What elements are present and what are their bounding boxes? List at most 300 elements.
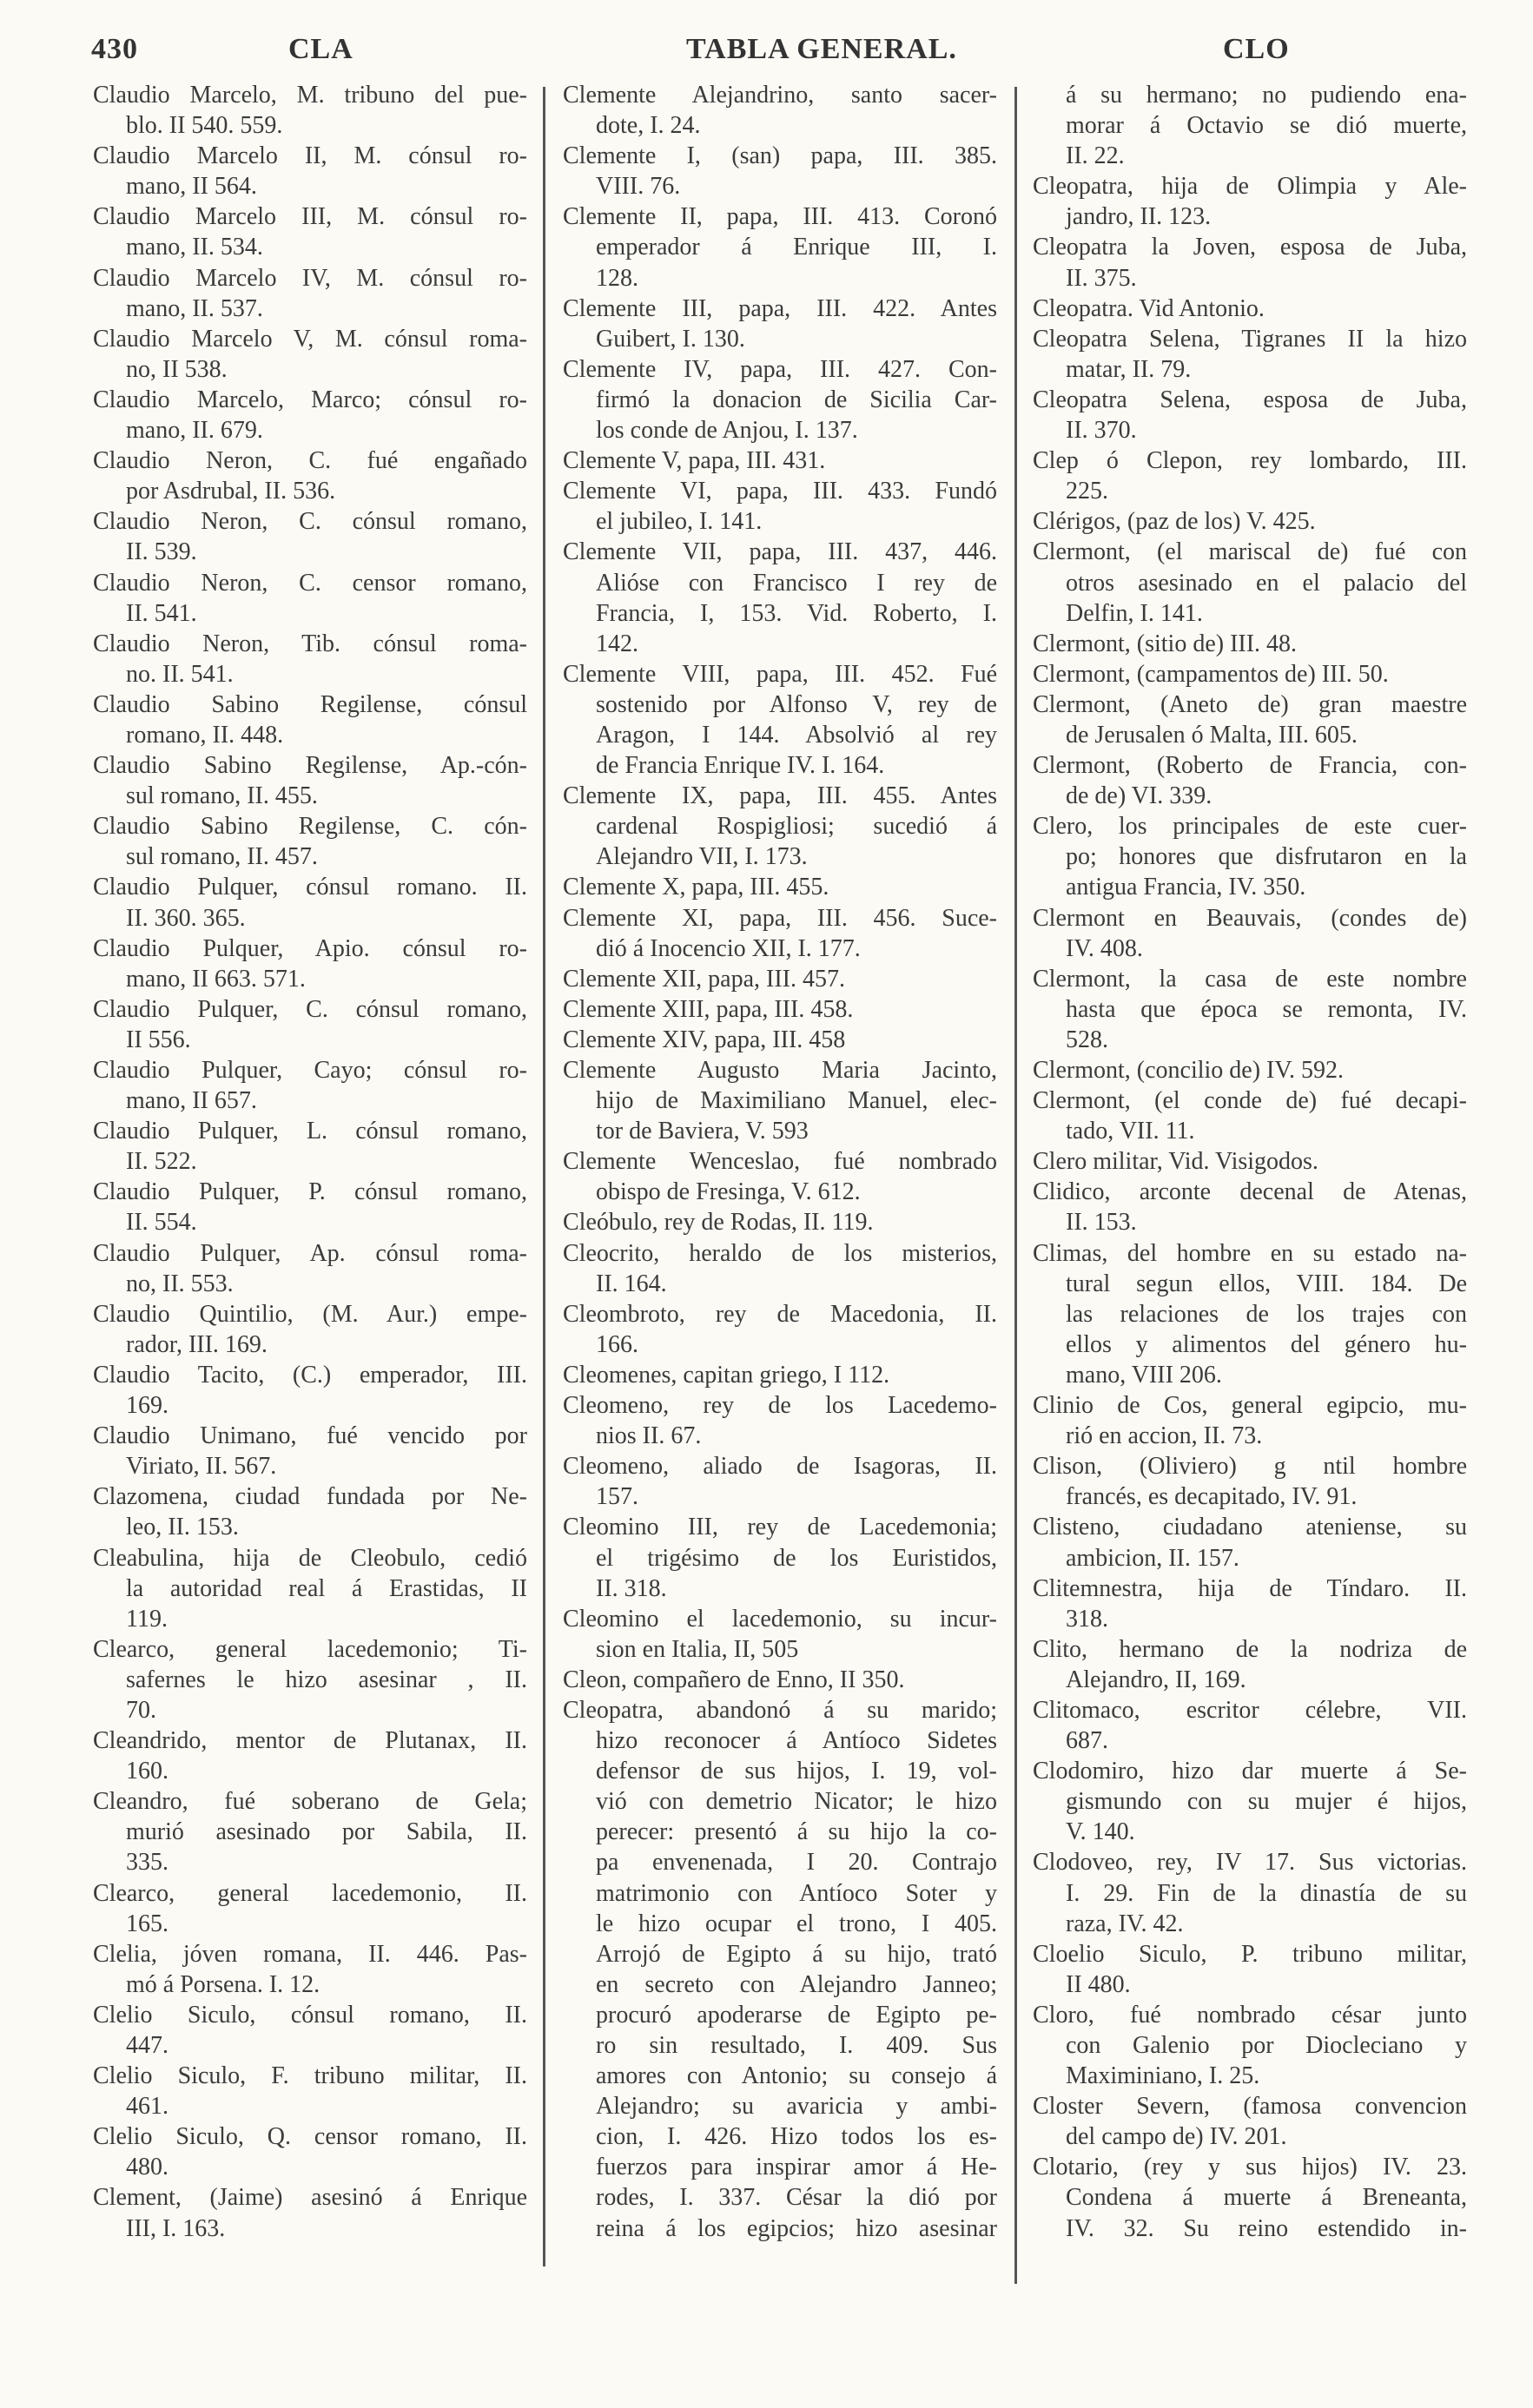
index-entry: [563, 964, 997, 994]
entry-continuation-line: pa envenenada, I 20. Contrajo: [596, 1849, 997, 1877]
entry-continuation-line: hijo de Maximiliano Manuel, elec-: [596, 1087, 997, 1115]
entry-continuation-line: Arrojó de Egipto á su hijo, trató: [596, 1940, 997, 1968]
index-entry: [563, 476, 997, 537]
entry-continuation-line: romano, II. 448.: [126, 721, 284, 749]
index-entry: [93, 385, 527, 445]
entry-continuation-line: V. 140.: [1066, 1818, 1135, 1846]
index-entry: [563, 1512, 997, 1603]
entry-headword-line: Cleopatra Selena, Tigranes II la hizo: [1033, 325, 1467, 353]
entry-continuation-line: 169.: [126, 1392, 168, 1420]
entry-headword-line: Climas, del hombre en su estado na-: [1033, 1239, 1467, 1267]
entry-continuation-line: ro sin resultado, I. 409. Sus: [596, 2032, 997, 2059]
entry-continuation-line: VIII. 76.: [596, 173, 681, 201]
entry-headword-line: Cleombroto, rey de Macedonia, II.: [563, 1300, 997, 1328]
entry-headword-line: Clelio Siculo, Q. censor romano, II.: [93, 2123, 527, 2151]
index-entry: [93, 1543, 527, 1634]
entry-headword-line: Clitemnestra, hija de Tíndaro. II.: [1033, 1574, 1467, 1602]
index-entry: [563, 1025, 997, 1055]
index-entry: [93, 750, 527, 811]
entry-continuation-line: no, II. 553.: [126, 1270, 234, 1297]
index-entry: [93, 1634, 527, 1725]
entry-headword-line: Clero militar, Vid. Visigodos.: [1033, 1148, 1318, 1176]
entry-continuation-line: mó á Porsena. I. 12.: [126, 1970, 320, 1998]
entry-continuation-line: Francia, I, 153. Vid. Roberto, I.: [596, 599, 997, 627]
index-entry: [1033, 1756, 1467, 1847]
index-entry: [563, 903, 997, 964]
entry-continuation-line: 480.: [126, 2154, 168, 2181]
index-entry: [1033, 1634, 1467, 1695]
index-entry: [563, 354, 997, 445]
index-entry: [93, 689, 527, 750]
index-entry: [1033, 811, 1467, 902]
entry-continuation-line: 335.: [126, 1849, 168, 1877]
entry-continuation-line: jandro, II. 123.: [1066, 203, 1212, 231]
entry-continuation-line: por Asdrubal, II. 536.: [126, 478, 336, 505]
index-entry: [1033, 629, 1467, 659]
entry-continuation-line: Viriato, II. 567.: [126, 1453, 277, 1481]
entry-continuation-line: procuró apoderarse de Egipto pe-: [596, 2001, 997, 2029]
index-column-left: [93, 80, 527, 2244]
entry-continuation-line: hizo reconocer á Antíoco Sidetes: [596, 1727, 997, 1755]
entry-headword-line: Clemente XII, papa, III. 457.: [563, 965, 845, 993]
index-entry: [563, 1665, 997, 1695]
entry-headword-line: Closter Severn, (famosa convencion: [1033, 2093, 1467, 2121]
entry-headword-line: Clemente I, (san) papa, III. 385.: [563, 142, 997, 170]
entry-headword-line: Cleandrido, mentor de Plutanax, II.: [93, 1727, 527, 1755]
entry-headword-line: Clermont, (campamentos de) III. 50.: [1033, 660, 1389, 688]
entry-continuation-line: sostenido por Alfonso V, rey de: [596, 690, 997, 718]
index-entry: [1033, 506, 1467, 537]
index-entry: [563, 1207, 997, 1237]
page-title: TABLA GENERAL.: [686, 33, 957, 65]
index-entry: [1033, 2000, 1467, 2091]
entry-headword-line: Cleomeno, aliado de Isagoras, II.: [563, 1453, 997, 1481]
index-entry: [93, 141, 527, 201]
index-entry: [1033, 1238, 1467, 1390]
entry-headword-line: Clisteno, ciudadano ateniense, su: [1033, 1514, 1467, 1541]
index-entry: [1033, 659, 1467, 689]
entry-headword-line: Clelio Siculo, cónsul romano, II.: [93, 2001, 527, 2029]
index-entry: [563, 445, 997, 476]
entry-continuation-line: 142.: [596, 630, 638, 657]
entry-headword-line: Clemente V, papa, III. 431.: [563, 447, 826, 475]
index-entry: [1033, 385, 1467, 445]
index-entry: [1033, 964, 1467, 1055]
entry-headword-line: Cleopatra, abandonó á su marido;: [563, 1696, 997, 1724]
entry-headword-line: Cleon, compañero de Enno, II 350.: [563, 1666, 905, 1693]
entry-continuation-line: reina á los egipcios; hizo asesinar: [596, 2214, 997, 2242]
entry-continuation-line: II. 22.: [1066, 142, 1125, 170]
entry-continuation-line: á su hermano; no pudiendo ena-: [1066, 82, 1467, 109]
index-entry: [1033, 1512, 1467, 1573]
index-entry: [93, 1878, 527, 1939]
entry-continuation-line: 165.: [126, 1910, 168, 1937]
index-entry: [93, 1939, 527, 2000]
index-entry: [1033, 1695, 1467, 1756]
entry-continuation-line: no. II. 541.: [126, 660, 234, 688]
entry-continuation-line: con Galenio por Diocleciano y: [1066, 2032, 1467, 2059]
entry-headword-line: Clodoveo, rey, IV 17. Sus victorias.: [1033, 1849, 1467, 1877]
index-entry: [1033, 1085, 1467, 1146]
entry-continuation-line: raza, IV. 42.: [1066, 1910, 1184, 1937]
entry-headword-line: Claudio Quintilio, (M. Aur.) empe-: [93, 1300, 527, 1328]
entry-continuation-line: dió á Inocencio XII, I. 177.: [596, 934, 861, 962]
index-entry: [93, 263, 527, 324]
entry-continuation-line: rador, III. 169.: [126, 1330, 268, 1358]
entry-headword-line: Claudio Pulquer, Ap. cónsul roma-: [93, 1239, 527, 1267]
entry-headword-line: Clemente II, papa, III. 413. Coronó: [563, 203, 997, 231]
entry-headword-line: Clodomiro, hizo dar muerte á Se-: [1033, 1758, 1467, 1785]
entry-continuation-line: 687.: [1066, 1727, 1108, 1755]
entry-headword-line: Claudio Pulquer, C. cónsul romano,: [93, 995, 527, 1023]
entry-headword-line: Cleomenes, capitan griego, I 112.: [563, 1361, 890, 1389]
entry-continuation-line: III, I. 163.: [126, 2214, 226, 2242]
entry-continuation-line: mano, II. 679.: [126, 417, 263, 445]
entry-headword-line: Clazomena, ciudad fundada por Ne-: [93, 1483, 527, 1511]
entry-headword-line: Cloelio Siculo, P. tribuno militar,: [1033, 1940, 1467, 1968]
entry-headword-line: Claudio Tacito, (C.) emperador, III.: [93, 1361, 527, 1389]
index-entry: [563, 80, 997, 141]
entry-headword-line: Clemente IV, papa, III. 427. Con-: [563, 355, 997, 383]
entry-headword-line: Cleóbulo, rey de Rodas, II. 119.: [563, 1209, 874, 1237]
entry-continuation-line: otros asesinado en el palacio del: [1066, 569, 1467, 597]
index-entry: [93, 2121, 527, 2182]
index-entry: [1033, 80, 1467, 171]
entry-headword-line: Cleomino III, rey de Lacedemonia;: [563, 1514, 997, 1541]
entry-continuation-line: II 556.: [126, 1026, 191, 1053]
entry-continuation-line: I. 29. Fin de la dinastía de su: [1066, 1879, 1467, 1907]
entry-continuation-line: vió con demetrio Nicator; le hizo: [596, 1788, 997, 1816]
entry-continuation-line: sul romano, II. 455.: [126, 782, 318, 810]
index-entry: [563, 1604, 997, 1665]
entry-headword-line: Cleomino el lacedemonio, su incur-: [563, 1605, 997, 1633]
entry-continuation-line: 461.: [126, 2093, 168, 2121]
entry-continuation-line: ellos y alimentos del género hu-: [1066, 1330, 1467, 1358]
index-entry: [563, 1695, 997, 2244]
entry-headword-line: Clermont, (concilio de) IV. 592.: [1033, 1057, 1344, 1084]
entry-continuation-line: hasta que época se remonta, IV.: [1066, 995, 1467, 1023]
entry-continuation-line: el trigésimo de los Euristidos,: [596, 1544, 997, 1572]
index-entry: [93, 1360, 527, 1421]
index-column-right: [1033, 80, 1467, 2244]
entry-continuation-line: 70.: [126, 1696, 156, 1724]
entry-continuation-line: Alejandro; su avaricia y ambi-: [596, 2093, 997, 2121]
entry-continuation-line: obispo de Fresinga, V. 612.: [596, 1178, 861, 1206]
index-entry: [563, 141, 997, 201]
index-entry: [1033, 689, 1467, 750]
entry-headword-line: Cloro, fué nombrado césar junto: [1033, 2001, 1467, 2029]
entry-continuation-line: 157.: [596, 1483, 638, 1511]
entry-headword-line: Clermont, (el mariscal de) fué con: [1033, 538, 1467, 566]
index-entry: [1033, 324, 1467, 385]
entry-headword-line: Clemente Alejandrino, santo sacer-: [563, 82, 997, 109]
entry-headword-line: Clemente Wenceslao, fué nombrado: [563, 1148, 997, 1176]
entry-headword-line: Claudio Marcelo II, M. cónsul ro-: [93, 142, 527, 170]
entry-continuation-line: gismundo con su mujer é hijos,: [1066, 1788, 1467, 1816]
entry-continuation-line: Alióse con Francisco I rey de: [596, 569, 997, 597]
entry-headword-line: Clearco, general lacedemonio, II.: [93, 1879, 527, 1907]
entry-headword-line: Cleabulina, hija de Cleobulo, cedió: [93, 1544, 527, 1572]
index-entry: [1033, 537, 1467, 628]
entry-continuation-line: Delfin, I. 141.: [1066, 599, 1203, 627]
index-entry: [1033, 1146, 1467, 1177]
entry-continuation-line: mano, II 657.: [126, 1087, 257, 1115]
index-entry: [93, 1177, 527, 1237]
index-entry: [93, 811, 527, 872]
entry-continuation-line: sion en Italia, II, 505: [596, 1635, 799, 1663]
index-entry: [1033, 1390, 1467, 1451]
entry-headword-line: Clinio de Cos, general egipcio, mu-: [1033, 1392, 1467, 1420]
entry-continuation-line: leo, II. 153.: [126, 1514, 239, 1541]
entry-continuation-line: no, II 538.: [126, 355, 228, 383]
column-divider-left: [543, 87, 545, 2266]
index-entry: [93, 629, 527, 689]
entry-continuation-line: II. 164.: [596, 1270, 667, 1297]
entry-continuation-line: Condena á muerte á Breneanta,: [1066, 2184, 1467, 2212]
index-entry: [93, 2061, 527, 2121]
index-entry: [1033, 2091, 1467, 2152]
entry-continuation-line: II. 554.: [126, 1209, 197, 1237]
entry-headword-line: Claudio Marcelo, Marco; cónsul ro-: [93, 386, 527, 413]
entry-continuation-line: II. 522.: [126, 1148, 197, 1176]
index-entry: [1033, 1055, 1467, 1085]
entry-continuation-line: po; honores que disfrutaron en la: [1066, 843, 1467, 871]
entry-headword-line: Clelio Siculo, F. tribuno militar, II.: [93, 2062, 527, 2090]
index-entry: [93, 934, 527, 994]
entry-headword-line: Clemente VII, papa, III. 437, 446.: [563, 538, 997, 566]
entry-continuation-line: amores con Antonio; su consejo á: [596, 2062, 997, 2090]
entry-headword-line: Clemente X, papa, III. 455.: [563, 874, 829, 901]
entry-continuation-line: tural segun ellos, VIII. 184. De: [1066, 1270, 1467, 1297]
entry-continuation-line: le hizo ocupar el trono, I 405.: [596, 1910, 997, 1937]
entry-continuation-line: mano, VIII 206.: [1066, 1361, 1222, 1389]
entry-headword-line: Clermont, (Roberto de Francia, con-: [1033, 752, 1467, 780]
entry-headword-line: Claudio Pulquer, Cayo; cónsul ro-: [93, 1057, 527, 1084]
entry-headword-line: Claudio Neron, C. cónsul romano,: [93, 508, 527, 536]
index-entry: [93, 568, 527, 629]
index-entry: [93, 1238, 527, 1299]
entry-continuation-line: murió asesinado por Sabila, II.: [126, 1818, 527, 1846]
index-entry: [93, 1481, 527, 1542]
entry-headword-line: Claudio Marcelo III, M. cónsul ro-: [93, 203, 527, 231]
entry-continuation-line: tor de Baviera, V. 593: [596, 1118, 809, 1145]
entry-continuation-line: Aragon, I 144. Absolvió al rey: [596, 721, 997, 749]
entry-headword-line: Clep ó Clepon, rey lombardo, III.: [1033, 447, 1467, 475]
index-entry: [93, 201, 527, 262]
column-divider-right: [1014, 87, 1017, 2284]
entry-continuation-line: 447.: [126, 2032, 168, 2059]
entry-continuation-line: dote, I. 24.: [596, 112, 701, 140]
entry-headword-line: Clelia, jóven romana, II. 446. Pas-: [93, 1940, 527, 1968]
index-entry: [563, 1360, 997, 1390]
entry-continuation-line: mano, II 663. 571.: [126, 965, 306, 993]
entry-continuation-line: II. 360. 365.: [126, 904, 246, 932]
entry-continuation-line: II. 539.: [126, 538, 197, 566]
index-entry: [563, 1451, 997, 1512]
entry-continuation-line: nios II. 67.: [596, 1422, 702, 1450]
entry-continuation-line: en secreto con Alejandro Janneo;: [596, 1970, 997, 1998]
entry-headword-line: Clemente XIV, papa, III. 458: [563, 1026, 846, 1053]
entry-headword-line: Cleopatra, hija de Olimpia y Ale-: [1033, 173, 1467, 201]
index-entry: [563, 1390, 997, 1451]
entry-continuation-line: firmó la donacion de Sicilia Car-: [596, 386, 997, 413]
entry-headword-line: Clermont, (el conde de) fué decapi-: [1033, 1087, 1467, 1115]
entry-headword-line: Claudio Marcelo, M. tribuno del pue-: [93, 82, 527, 109]
index-entry: [93, 1421, 527, 1481]
entry-continuation-line: mano, II. 537.: [126, 294, 263, 322]
entry-continuation-line: de Francia Enrique IV. I. 164.: [596, 752, 885, 780]
entry-headword-line: Cleomeno, rey de los Lacedemo-: [563, 1392, 997, 1420]
index-entry: [563, 537, 997, 658]
entry-continuation-line: II. 541.: [126, 599, 197, 627]
entry-continuation-line: emperador á Enrique III, I.: [596, 234, 997, 261]
entry-headword-line: Clemente III, papa, III. 422. Antes: [563, 294, 997, 322]
entry-headword-line: Claudio Neron, C. fué engañado: [93, 447, 527, 475]
entry-continuation-line: cion, I. 426. Hizo todos los es-: [596, 2123, 997, 2151]
entry-headword-line: Clermont, (sitio de) III. 48.: [1033, 630, 1298, 657]
right-guide-word: CLO: [1223, 33, 1290, 65]
entry-headword-line: Cleopatra la Joven, esposa de Juba,: [1033, 234, 1467, 261]
index-entry: [93, 872, 527, 933]
entry-headword-line: Clitomaco, escritor célebre, VII.: [1033, 1696, 1467, 1724]
entry-continuation-line: tado, VII. 11.: [1066, 1118, 1195, 1145]
entry-continuation-line: 128.: [596, 264, 638, 292]
index-entry: [93, 445, 527, 506]
entry-headword-line: Clotario, (rey y sus hijos) IV. 23.: [1033, 2154, 1467, 2181]
entry-continuation-line: 225.: [1066, 478, 1108, 505]
index-entry: [563, 1299, 997, 1360]
entry-headword-line: Claudio Sabino Regilense, Ap.-cón-: [93, 752, 527, 780]
entry-headword-line: Clidico, arconte decenal de Atenas,: [1033, 1178, 1467, 1206]
entry-headword-line: Claudio Marcelo V, M. cónsul roma-: [93, 325, 527, 353]
entry-headword-line: Clemente XIII, papa, III. 458.: [563, 995, 854, 1023]
entry-continuation-line: II. 318.: [596, 1574, 667, 1602]
index-entry: [93, 1055, 527, 1116]
entry-headword-line: Clemente VIII, papa, III. 452. Fué: [563, 660, 997, 688]
entry-continuation-line: II. 153.: [1066, 1209, 1137, 1237]
entry-continuation-line: francés, es decapitado, IV. 91.: [1066, 1483, 1358, 1511]
page-number: 430: [91, 33, 138, 65]
entry-headword-line: Claudio Pulquer, Apio. cónsul ro-: [93, 934, 527, 962]
index-entry: [1033, 1451, 1467, 1512]
entry-continuation-line: Maximiniano, I. 25.: [1066, 2062, 1260, 2090]
entry-continuation-line: 119.: [126, 1605, 168, 1633]
entry-headword-line: Cleocrito, heraldo de los misterios,: [563, 1239, 997, 1267]
entry-headword-line: Clemente IX, papa, III. 455. Antes: [563, 782, 997, 810]
index-entry: [563, 1238, 997, 1299]
entry-headword-line: Claudio Marcelo IV, M. cónsul ro-: [93, 264, 527, 292]
entry-headword-line: Claudio Sabino Regilense, cónsul: [93, 690, 527, 718]
entry-headword-line: Claudio Sabino Regilense, C. cón-: [93, 813, 527, 841]
entry-continuation-line: de de) VI. 339.: [1066, 782, 1213, 810]
entry-headword-line: Clement, (Jaime) asesinó á Enrique: [93, 2184, 527, 2212]
index-column-middle: [563, 80, 997, 2244]
index-entry: [93, 1786, 527, 1877]
index-entry: [563, 659, 997, 781]
entry-headword-line: Cleopatra. Vid Antonio.: [1033, 294, 1265, 322]
entry-continuation-line: Alejandro, II, 169.: [1066, 1666, 1246, 1693]
entry-headword-line: Claudio Unimano, fué vencido por: [93, 1422, 527, 1450]
entry-continuation-line: II 480.: [1066, 1970, 1131, 1998]
entry-continuation-line: rió en accion, II. 73.: [1066, 1422, 1263, 1450]
index-entry: [93, 506, 527, 567]
entry-continuation-line: 166.: [596, 1330, 638, 1358]
entry-headword-line: Claudio Neron, C. censor romano,: [93, 569, 527, 597]
index-entry: [1033, 750, 1467, 811]
entry-headword-line: Cleopatra Selena, esposa de Juba,: [1033, 386, 1467, 413]
entry-headword-line: Clérigos, (paz de los) V. 425.: [1033, 508, 1316, 536]
entry-continuation-line: ambicion, II. 157.: [1066, 1544, 1239, 1572]
entry-headword-line: Claudio Pulquer, L. cónsul romano,: [93, 1118, 527, 1145]
index-entry: [93, 2000, 527, 2061]
entry-continuation-line: rodes, I. 337. César la dió por: [596, 2184, 997, 2212]
entry-headword-line: Clearco, general lacedemonio; Ti-: [93, 1635, 527, 1663]
entry-continuation-line: el jubileo, I. 141.: [596, 508, 763, 536]
index-entry: [93, 2182, 527, 2243]
index-entry: [563, 781, 997, 872]
index-entry: [93, 324, 527, 385]
entry-headword-line: Clemente Augusto Maria Jacinto,: [563, 1057, 997, 1084]
entry-continuation-line: II. 375.: [1066, 264, 1137, 292]
entry-continuation-line: mano, II 564.: [126, 173, 257, 201]
index-entry: [93, 1299, 527, 1360]
entry-headword-line: Clemente VI, papa, III. 433. Fundó: [563, 478, 997, 505]
index-entry: [563, 872, 997, 902]
entry-headword-line: Clison, (Oliviero) g ntil hombre: [1033, 1453, 1467, 1481]
entry-headword-line: Clito, hermano de la nodriza de: [1033, 1635, 1467, 1663]
entry-headword-line: Clermont en Beauvais, (condes de): [1033, 904, 1467, 932]
entry-headword-line: Clermont, (Aneto de) gran maestre: [1033, 690, 1467, 718]
entry-continuation-line: sul romano, II. 457.: [126, 843, 318, 871]
entry-headword-line: Clemente XI, papa, III. 456. Suce-: [563, 904, 997, 932]
index-entry: [93, 994, 527, 1055]
index-entry: [1033, 903, 1467, 964]
entry-headword-line: Claudio Pulquer, cónsul romano. II.: [93, 874, 527, 901]
index-entry: [563, 201, 997, 293]
entry-continuation-line: los conde de Anjou, I. 137.: [596, 417, 858, 445]
index-entry: [1033, 232, 1467, 293]
entry-continuation-line: antigua Francia, IV. 350.: [1066, 874, 1306, 901]
entry-continuation-line: defensor de sus hijos, I. 19, vol-: [596, 1758, 997, 1785]
entry-continuation-line: de Jerusalen ó Malta, III. 605.: [1066, 721, 1358, 749]
index-entry: [563, 1055, 997, 1146]
entry-headword-line: Claudio Neron, Tib. cónsul roma-: [93, 630, 527, 657]
entry-continuation-line: matrimonio con Antíoco Soter y: [596, 1879, 997, 1907]
entry-headword-line: Cleandro, fué soberano de Gela;: [93, 1788, 527, 1816]
index-entry: [563, 994, 997, 1025]
entry-continuation-line: fuerzos para inspirar amor á He-: [596, 2154, 997, 2181]
index-entry: [1033, 2152, 1467, 2243]
index-entry: [93, 1725, 527, 1786]
index-entry: [563, 1146, 997, 1207]
index-entry: [563, 294, 997, 354]
entry-continuation-line: cardenal Rospigliosi; sucedió á: [596, 813, 997, 841]
index-entry: [93, 1116, 527, 1177]
entry-continuation-line: la autoridad real á Erastidas, II: [126, 1574, 527, 1602]
index-entry: [1033, 1939, 1467, 2000]
index-entry: [1033, 1177, 1467, 1237]
entry-continuation-line: IV. 408.: [1066, 934, 1143, 962]
index-entry: [93, 80, 527, 141]
entry-continuation-line: 160.: [126, 1758, 168, 1785]
entry-continuation-line: 318.: [1066, 1605, 1108, 1633]
entry-continuation-line: mano, II. 534.: [126, 234, 263, 261]
entry-headword-line: Clero, los principales de este cuer-: [1033, 813, 1467, 841]
entry-continuation-line: safernes le hizo asesinar , II.: [126, 1666, 527, 1693]
entry-continuation-line: Guibert, I. 130.: [596, 325, 745, 353]
entry-continuation-line: morar á Octavio se dió muerte,: [1066, 112, 1467, 140]
entry-continuation-line: II. 370.: [1066, 417, 1137, 445]
